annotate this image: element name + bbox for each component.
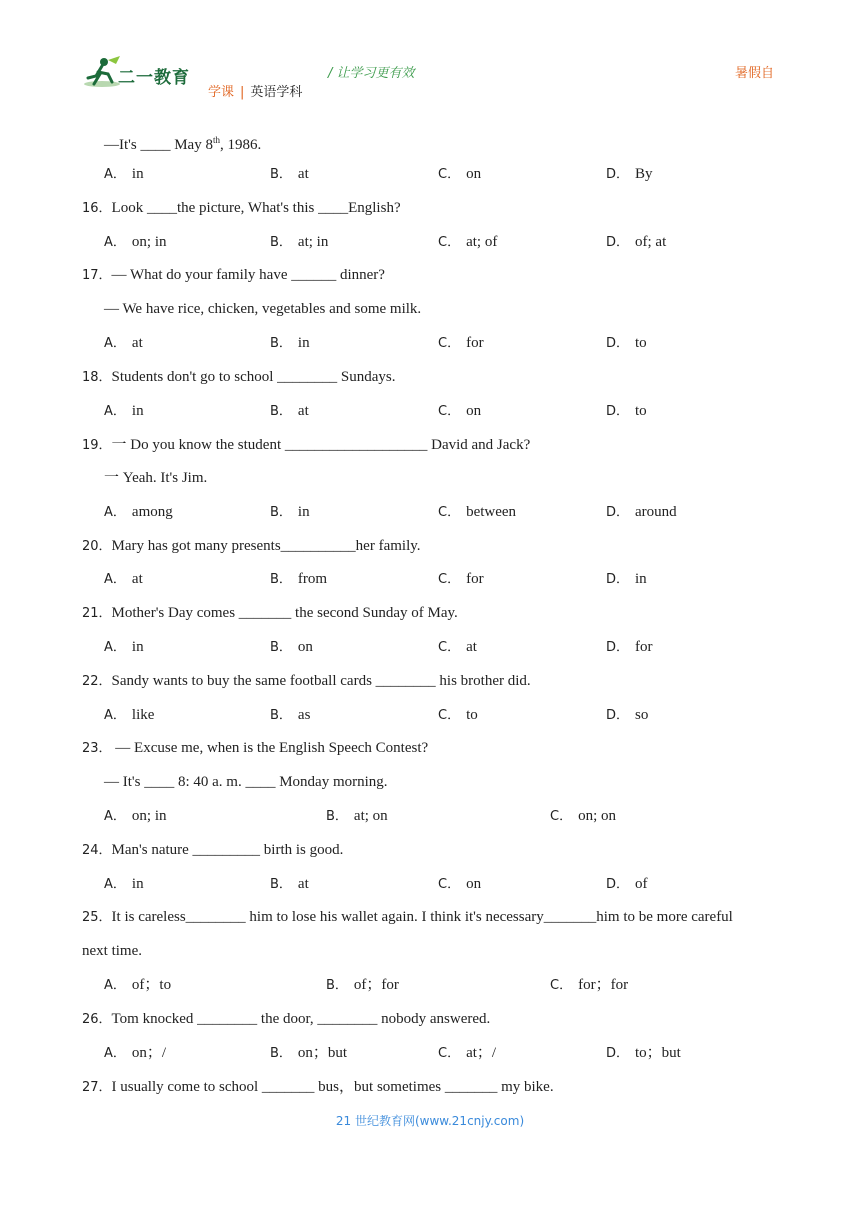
option-d[interactable] [606,164,653,185]
option-text: in [297,335,310,351]
option-text: on; on [578,808,616,824]
question-line [82,941,142,961]
question-line [82,435,530,456]
option-letter: C． [438,640,461,655]
option-a[interactable] [104,333,143,354]
option-c[interactable] [438,705,478,726]
option-letter: B． [270,572,292,587]
option-text: in [297,504,310,520]
option-letter: A． [104,167,126,182]
option-a[interactable] [104,637,144,658]
option-letter: A． [104,1046,126,1061]
page-footer: 21 世纪教育网(www.21cnjy.com) [335,1114,525,1128]
option-d[interactable] [606,502,677,523]
question-text: 一 Yeah. It's Jim. [104,470,208,486]
option-letter: A． [104,572,126,587]
question-number: 21． [82,606,112,621]
question-text: — We have rice, chicken, vegetables and some milk. [104,301,422,317]
option-a[interactable] [104,975,171,996]
option-a[interactable] [104,401,144,422]
option-letter: B． [270,167,292,182]
option-text: at [297,166,309,182]
option-letter: B． [270,235,292,250]
option-a[interactable] [104,1043,166,1064]
question-text: — Excuse me, when is the English Speech Contest? [111,740,429,756]
option-d[interactable] [606,1043,681,1064]
question-text: 一 Do you know the student ___________________ David and Jack? [111,437,531,453]
question-line [82,367,396,388]
option-text: of；to [131,977,172,993]
option-text: in [131,876,144,892]
option-a[interactable] [104,806,167,827]
question-number: 27． [82,1080,112,1095]
option-text: to [635,403,647,419]
option-letter: C． [438,505,461,520]
option-d[interactable] [606,705,648,726]
option-letter: A． [104,505,126,520]
option-letter: A． [104,708,126,723]
option-c[interactable] [438,164,481,185]
option-text: at [297,403,309,419]
option-text: on [297,639,313,655]
header-subject [208,81,302,100]
question-text: Students don't go to school ________ Sundays. [111,369,396,385]
option-text: at; in [297,234,329,250]
question-line [82,840,343,861]
question-line [82,1077,554,1098]
question-line [104,299,421,319]
option-c[interactable] [550,806,616,827]
question-line [82,907,733,928]
option-letter: D． [606,572,630,587]
question-text: I usually come to school _______ bus，but sometimes _______ my bike. [111,1079,554,1095]
question-line [104,130,261,155]
option-b[interactable] [270,502,310,523]
option-letter: D． [606,336,630,351]
option-text: on; in [131,234,167,250]
question-text: Mother's Day comes _______ the second Sunday of May. [111,605,458,621]
option-text: in [131,639,144,655]
option-a[interactable] [104,705,154,726]
option-letter: A． [104,640,126,655]
option-text: for [466,571,484,587]
question-number: 17． [82,268,112,283]
header-slogan: / 让学习更有效 [328,66,415,81]
question-text: next time. [82,943,142,959]
option-b[interactable] [326,975,399,996]
option-text: around [635,504,677,520]
option-text: By [635,166,653,182]
option-b[interactable] [270,569,327,590]
option-a[interactable] [104,569,143,590]
option-letter: C． [438,877,461,892]
option-letter: A． [104,809,126,824]
subject-prefix: 学课 [208,85,235,100]
question-text: —It's ____ May 8th, 1986. [104,135,262,153]
option-text: on；/ [131,1045,167,1061]
option-text: in [131,403,144,419]
question-line [82,671,531,692]
option-c[interactable] [438,637,477,658]
question-number: 26． [82,1012,112,1027]
option-c[interactable] [438,333,484,354]
option-c[interactable] [550,975,628,996]
option-c[interactable] [438,401,481,422]
option-text: in [635,571,647,587]
option-text: on；but [297,1045,348,1061]
question-text: Mary has got many presents__________her family. [111,538,421,554]
option-b[interactable] [270,874,309,895]
option-letter: B． [326,809,348,824]
question-text: Look ____the picture, What's this ____English? [111,200,401,216]
option-letter: D． [606,708,630,723]
option-letter: D． [606,505,630,520]
option-text: at [297,876,309,892]
option-b[interactable] [270,164,309,185]
option-letter: C． [438,336,461,351]
option-letter: B． [270,640,292,655]
option-d[interactable] [606,232,666,253]
option-letter: A． [104,336,126,351]
option-letter: C． [438,708,461,723]
option-letter: C． [438,572,461,587]
option-letter: A． [104,978,126,993]
option-b[interactable] [270,401,309,422]
option-text: as [297,707,311,723]
option-letter: C． [438,404,461,419]
question-number: 22． [82,674,112,689]
option-d[interactable] [606,874,648,895]
option-text: of；for [353,977,399,993]
option-text: on [466,403,482,419]
option-b[interactable] [326,806,388,827]
option-letter: C． [438,1046,461,1061]
question-number: 16． [82,201,112,216]
option-text: to [635,335,647,351]
option-letter: A． [104,404,126,419]
option-a[interactable] [104,164,144,185]
option-d[interactable] [606,401,647,422]
question-text: — It's ____ 8: 40 a. m. ____ Monday morning. [104,774,388,790]
option-text: on [466,166,482,182]
option-letter: C． [438,235,461,250]
option-letter: B． [270,1046,292,1061]
question-line [82,265,385,286]
question-text: Man's nature _________ birth is good. [111,842,344,858]
question-text: Sandy wants to buy the same football cards ________ his brother did. [111,673,531,689]
option-letter: D． [606,167,630,182]
option-text: between [466,504,517,520]
option-text: on; in [131,808,167,824]
logo-text: 二一教育 [118,68,190,88]
option-a[interactable] [104,232,167,253]
header-right-text: 暑假自 [734,66,774,81]
option-text: at; on [353,808,388,824]
option-c[interactable] [438,569,484,590]
question-line [82,198,401,219]
question-text: — What do your family have ______ dinner? [111,267,385,283]
option-text: from [297,571,328,587]
option-text: for [635,639,653,655]
option-letter: B． [270,404,292,419]
question-line [82,738,428,759]
option-letter: C． [550,978,573,993]
option-b[interactable] [270,232,328,253]
page-header [0,0,860,110]
option-letter: D． [606,640,630,655]
option-letter: A． [104,235,126,250]
option-letter: D． [606,235,630,250]
option-d[interactable] [606,333,647,354]
option-b[interactable] [270,705,310,726]
option-text: among [131,504,173,520]
question-line [82,1009,490,1030]
option-letter: C． [438,167,461,182]
option-text: on [466,876,482,892]
question-line [82,603,458,624]
question-text: Tom knocked ________ the door, ________ nobody answered. [111,1011,491,1027]
option-text: for；for [578,977,629,993]
option-d[interactable] [606,637,653,658]
option-text: at [131,571,143,587]
option-c[interactable] [438,874,481,895]
option-letter: D． [606,1046,630,1061]
option-text: like [131,707,155,723]
option-text: of; at [635,234,667,250]
option-b[interactable] [270,1043,347,1064]
question-line [104,468,207,488]
option-text: in [131,166,144,182]
option-text: at [131,335,143,351]
question-number: 24． [82,843,112,858]
option-letter: D． [606,404,630,419]
question-number: 19． [82,438,112,453]
option-c[interactable] [438,1043,496,1064]
option-d[interactable] [606,569,647,590]
question-line [82,536,421,557]
option-letter: B． [326,978,348,993]
question-number: 23． [82,741,112,756]
option-c[interactable] [438,232,497,253]
option-text: at; of [466,234,498,250]
question-text: It is careless________ him to lose his wallet again. I think it's necessary_______him to be more careful [111,909,733,925]
option-letter: D． [606,877,630,892]
subject-separator: | [240,85,245,100]
subject-name: 英语学科 [250,85,303,100]
option-letter: B． [270,505,292,520]
option-letter: B． [270,877,292,892]
option-letter: C． [550,809,573,824]
option-a[interactable] [104,502,173,523]
question-number: 25． [82,910,112,925]
option-text: at [466,639,477,655]
option-text: so [635,707,649,723]
option-text: to [466,707,478,723]
option-b[interactable] [270,333,310,354]
question-line [104,772,388,792]
option-text: of [635,876,648,892]
option-text: to；but [635,1045,681,1061]
question-number: 20． [82,539,112,554]
option-a[interactable] [104,874,144,895]
option-letter: B． [270,708,292,723]
option-letter: B． [270,336,292,351]
option-c[interactable] [438,502,516,523]
question-number: 18． [82,370,112,385]
option-text: for [466,335,484,351]
option-text: at；/ [466,1045,497,1061]
option-letter: A． [104,877,126,892]
option-b[interactable] [270,637,313,658]
